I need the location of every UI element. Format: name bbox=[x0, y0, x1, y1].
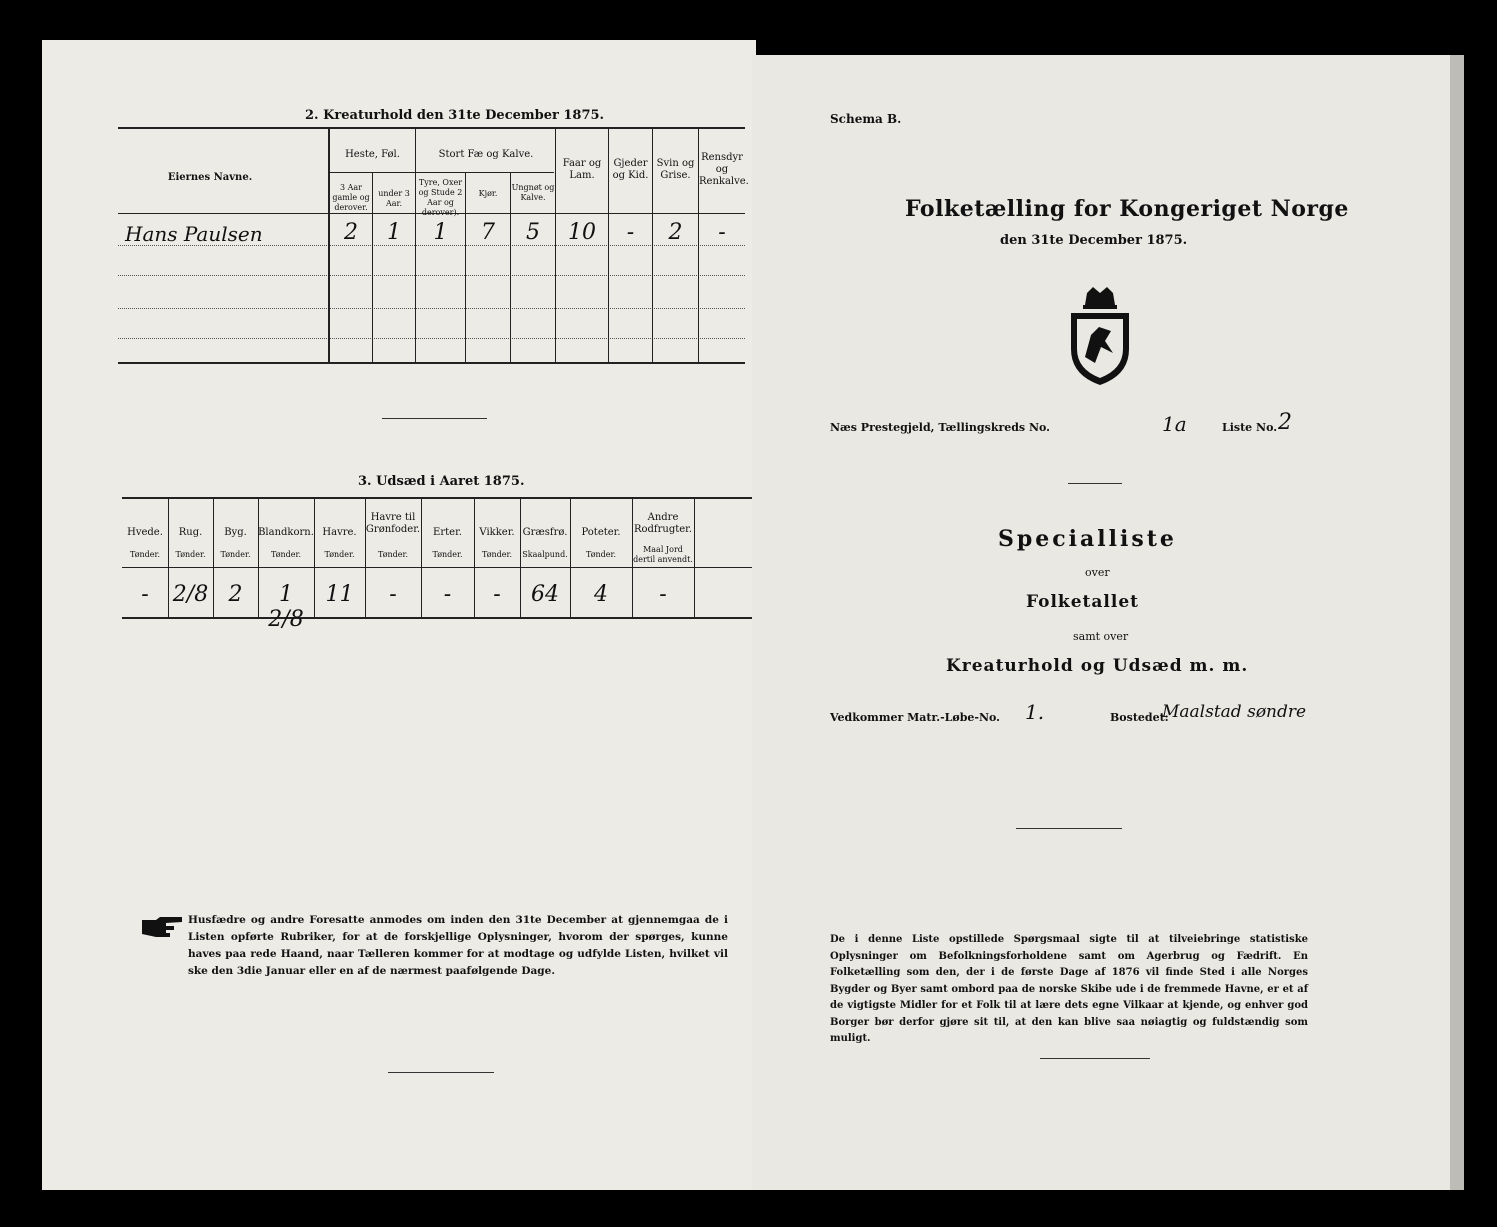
udsaed-unit: Maal Jord dertil anvendt. bbox=[633, 545, 693, 564]
kreaturhold-title: Kreaturhold og Udsæd m. m. bbox=[946, 656, 1249, 676]
udsaed-header: Havre til Grønfoder. bbox=[365, 512, 421, 535]
divider-right-2 bbox=[1016, 828, 1122, 829]
udsaed-value: 11 bbox=[325, 582, 354, 607]
udsaed-header: Blandkorn. bbox=[258, 527, 314, 538]
udsaed-header: Vikker. bbox=[479, 527, 515, 538]
pointing-hand-icon bbox=[140, 916, 184, 938]
bosted-label: Bostedet: bbox=[1110, 711, 1169, 724]
rensdyr-value: - bbox=[718, 220, 726, 245]
udsaed-value: - bbox=[659, 582, 667, 607]
bosted-value: Maalstad søndre bbox=[1162, 702, 1307, 722]
section3-title: 3. Udsæd i Aaret 1875. bbox=[358, 474, 525, 489]
left-note: Husfædre og andre Foresatte anmodes om inden den 31te December at gjennemgaa de i Listen opførte Rubriker, for at de forskjellige Oplysninger, hvorom der spørges, kunne haves paa rede Haand, naar Tælleren kommer for at modtage og udfylde Listen, hvilket vil ske den 3die Januar eller en af de nærmest paafølgende Dage. bbox=[188, 914, 728, 977]
under3-header: under 3 Aar. bbox=[378, 189, 410, 208]
tyre-value: 1 bbox=[433, 220, 448, 245]
ungnot-header: Ungnøt og Kalve. bbox=[511, 183, 555, 202]
udsaed-unit: Skaalpund. bbox=[522, 550, 568, 559]
page-edge bbox=[1450, 55, 1464, 1190]
ungnot-value: 5 bbox=[526, 220, 540, 245]
udsaed-value: 64 bbox=[531, 582, 559, 607]
heste-value: 2 bbox=[344, 220, 358, 245]
udsaed-unit: Tønder. bbox=[129, 550, 161, 559]
udsaed-header: Andre Rodfrugter. bbox=[633, 512, 693, 535]
kjoer-value: 7 bbox=[481, 220, 495, 245]
table-top-rule bbox=[118, 127, 745, 129]
udsaed-header: Hvede. bbox=[127, 527, 163, 538]
divider-right-3 bbox=[1040, 1058, 1150, 1059]
owner-header: Eiernes Navne. bbox=[167, 172, 253, 183]
stort-group-header: Stort Fæ og Kalve. bbox=[438, 149, 534, 160]
coat-of-arms-icon bbox=[1065, 287, 1135, 387]
over-text: over bbox=[1085, 566, 1110, 579]
udsaed-header: Havre. bbox=[322, 527, 357, 538]
divider bbox=[382, 418, 487, 419]
udsaed-unit: Tønder. bbox=[481, 550, 513, 559]
tyre-header: Tyre, Oxer og Stude 2 Aar og derover). bbox=[418, 178, 463, 217]
liste-value: 2 bbox=[1278, 410, 1292, 435]
table-column-divider bbox=[694, 498, 695, 617]
udsaed-unit: Tønder. bbox=[175, 550, 206, 559]
folketallet-title: Folketallet bbox=[1026, 592, 1139, 612]
samt-over-text: samt over bbox=[1073, 630, 1129, 643]
udsaed-value: - bbox=[493, 582, 501, 607]
udsaed-unit: Tønder. bbox=[270, 550, 302, 559]
faar-header: Faar og Lam. bbox=[562, 158, 602, 181]
matr-label: Vedkommer Matr.-Løbe-No. bbox=[830, 711, 1000, 724]
udsaed-value: - bbox=[443, 582, 452, 607]
udsaed-unit: Tønder. bbox=[585, 550, 617, 559]
udsaed-unit: Tønder. bbox=[377, 550, 409, 559]
rensdyr-header: Rensdyr og Renkalve. bbox=[699, 152, 749, 187]
right-paragraph: De i denne Liste opstillede Spørgsmaal sigte til at tilveiebringe statistiske Oplysninger om Befolkningsforholdene samt om Agerbrug og Fædrift. En Folketælling som den, der i de første Dage af 1876 vil finde Sted i alle Norges Bygder og Byer samt ombord paa de norske Skibe ude i de fremmede Havne, er et af de vigtigste Midler for et Folk til at lære dets egne Vilkaar at kjende, og enhver god Borger bør derfor gjøre sit til, at den kan blive saa nøiagtig og fuldstændig som muligt. bbox=[830, 934, 1308, 1044]
tellingskreds-value: 1a bbox=[1162, 412, 1187, 436]
kjoer-header: Kjør. bbox=[478, 189, 498, 198]
heste-group-header: Heste, Føl. bbox=[345, 149, 400, 160]
svin-header: Svin og Grise. bbox=[656, 158, 695, 181]
udsaed-value: 1 2/8 bbox=[268, 582, 304, 632]
prestegjeld-label: Næs Prestegjeld, Tællingskreds No. bbox=[830, 421, 1050, 434]
udsaed-value: 2/8 bbox=[172, 582, 209, 607]
udsaed-value: 4 bbox=[594, 582, 608, 607]
divider-bottom bbox=[388, 1072, 494, 1073]
udsaed-value: 2 bbox=[228, 582, 243, 607]
specialliste-title: Specialliste bbox=[998, 526, 1177, 552]
udsaed-unit: Tønder. bbox=[220, 550, 251, 559]
svin-value: 2 bbox=[668, 220, 683, 245]
gjeder-value: - bbox=[626, 220, 635, 245]
owner-name: Hans Paulsen bbox=[125, 222, 263, 246]
liste-label: Liste No. bbox=[1222, 421, 1278, 434]
udsaed-header: Poteter. bbox=[581, 527, 621, 538]
udsaed-header: Græsfrø. bbox=[522, 527, 568, 538]
udsaed-value: - bbox=[389, 582, 397, 607]
udsaed-value: - bbox=[141, 582, 149, 607]
section2-title: 2. Kreaturhold den 31te December 1875. bbox=[305, 108, 605, 123]
faar-value: 10 bbox=[568, 220, 596, 245]
udsaed-header: Rug. bbox=[178, 527, 203, 538]
udsaed-unit: Tønder. bbox=[324, 550, 355, 559]
heste-3aar-header: 3 Aar gamle og derover. bbox=[332, 183, 370, 212]
under3-value: 1 bbox=[387, 220, 401, 245]
divider-right bbox=[1068, 483, 1122, 484]
udsaed-unit: Tønder. bbox=[432, 550, 463, 559]
matr-value: 1. bbox=[1025, 700, 1045, 724]
date-line: den 31te December 1875. bbox=[1000, 233, 1188, 248]
udsaed-header: Erter. bbox=[433, 527, 462, 538]
main-title: Folketælling for Kongeriget Norge bbox=[905, 196, 1349, 222]
schema-label: Schema B. bbox=[830, 112, 902, 126]
udsaed-header: Byg. bbox=[224, 527, 247, 538]
gjeder-header: Gjeder og Kid. bbox=[612, 158, 649, 181]
